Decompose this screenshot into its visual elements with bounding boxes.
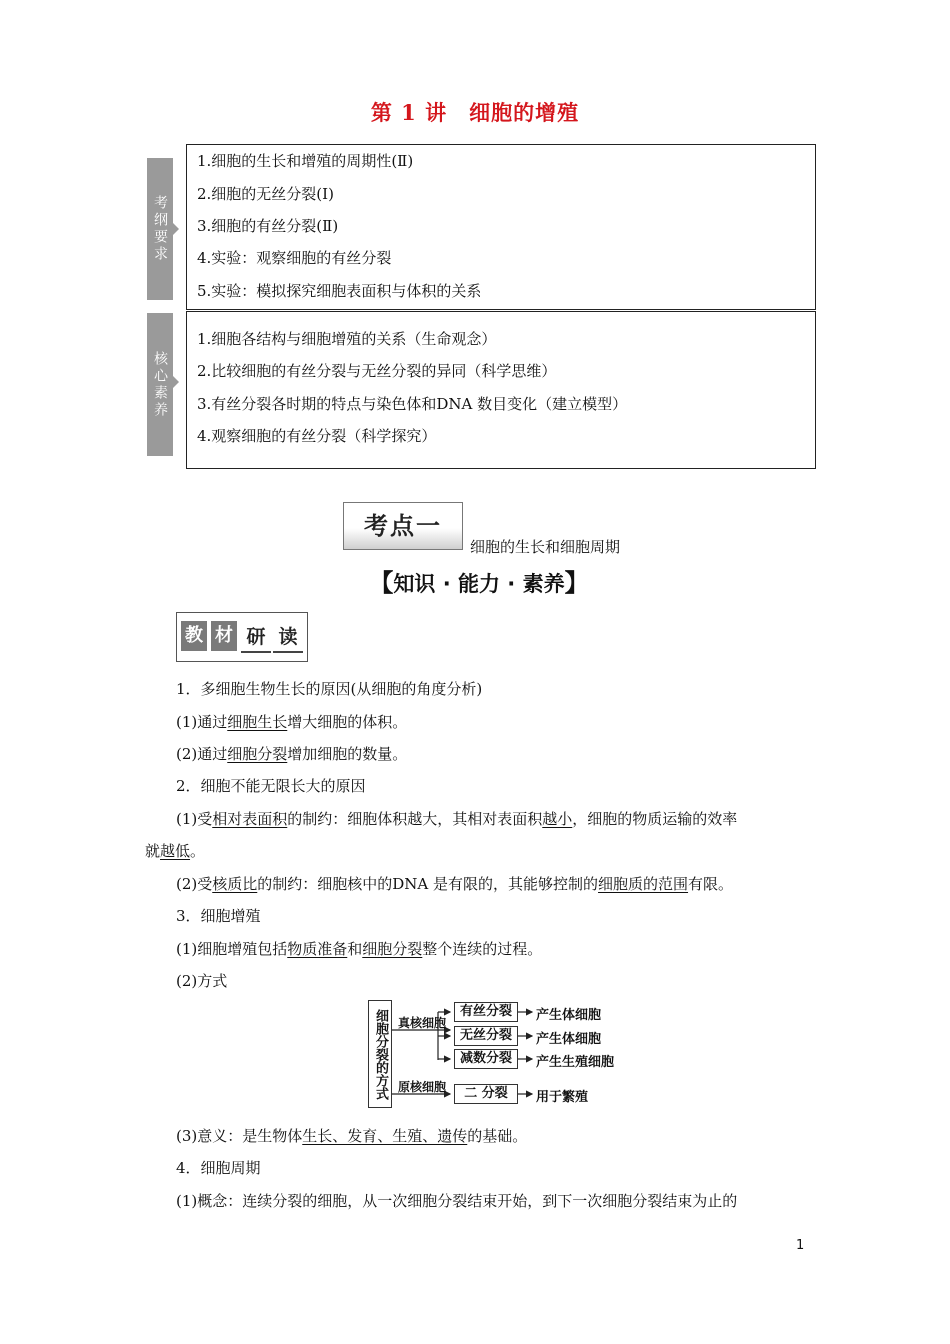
heading-4: 4．细胞周期 [176, 1159, 261, 1177]
paragraph: (2)受核质比的制约：细胞核中的DNA 是有限的，其能够控制的细胞质的范围有限。 [176, 875, 734, 893]
prokaryote-label: 原核细胞 [398, 1080, 447, 1094]
blank-answer: 细胞分裂 [362, 940, 423, 958]
tab-arrow-icon [173, 223, 179, 235]
requirement-item: 4.实验：观察细胞的有丝分裂 [197, 249, 392, 267]
blank-answer: 越小 [542, 810, 573, 828]
literacy-item: 3.有丝分裂各时期的特点与染色体和DNA 数目变化（建立模型） [197, 395, 628, 413]
result-label: 产生生殖细胞 [536, 1055, 615, 1070]
result-label: 产生体细胞 [536, 1032, 602, 1047]
page-number: 1 [796, 1238, 805, 1253]
paragraph: (2)方式 [176, 972, 228, 990]
blank-answer: 生长、发育、生殖、遗传 [302, 1127, 468, 1145]
banner-left-bracket: 【 [369, 569, 394, 597]
paragraph: (1)受相对表面积的制约：细胞体积越大，其相对表面积越小，细胞的物质运输的效率 [176, 810, 738, 828]
meiosis-box: 减数分裂 [454, 1049, 518, 1069]
mitosis-box: 有丝分裂 [454, 1002, 518, 1022]
jiaocai-char: 教 [181, 621, 207, 651]
jiaocai-char: 材 [211, 621, 237, 651]
requirement-item: 5.实验：模拟探究细胞表面积与体积的关系 [197, 282, 482, 300]
jiaocai-char: 研 [241, 623, 271, 653]
paragraph: (1)概念：连续分裂的细胞，从一次细胞分裂结束开始，到下一次细胞分裂结束为止的 [176, 1192, 738, 1210]
exam-requirements-box [186, 144, 816, 310]
paragraph: (1)细胞增殖包括物质准备和细胞分裂整个连续的过程。 [176, 940, 543, 958]
literacy-item: 4.观察细胞的有丝分裂（科学探究） [197, 427, 437, 445]
blank-answer: 核质比 [212, 875, 258, 893]
blank-answer: 越低 [160, 842, 191, 860]
heading-3: 3．细胞增殖 [176, 907, 261, 925]
jiaocai-char: 读 [273, 623, 303, 653]
page-title: 第 1 讲 细胞的增殖 [370, 100, 580, 125]
blank-answer: 细胞生长 [227, 713, 288, 731]
result-label: 用于繁殖 [536, 1090, 589, 1105]
banner-text: 知识 · 能力 · 素养 [393, 572, 565, 596]
paragraph: (1)通过细胞生长增大细胞的体积。 [176, 713, 408, 731]
result-label: 产生体细胞 [536, 1008, 602, 1023]
cell-division-diagram [368, 1000, 614, 1110]
section-banner [355, 566, 603, 600]
diagram-root: 细胞分裂的方式 [368, 1000, 392, 1108]
literacy-item: 2.比较细胞的有丝分裂与无丝分裂的异同（科学思维） [197, 362, 557, 380]
kaodian-label: 考点一 [343, 502, 463, 550]
kaodian-subtitle: 细胞的生长和细胞周期 [470, 538, 621, 556]
blank-answer: 细胞分裂 [227, 745, 288, 763]
requirement-item: 1.细胞的生长和增殖的周期性(Ⅱ) [197, 152, 414, 170]
requirement-item: 3.细胞的有丝分裂(Ⅱ) [197, 217, 339, 235]
paragraph: 就越低。 [145, 842, 206, 860]
blank-answer: 物质准备 [287, 940, 348, 958]
heading-2: 2．细胞不能无限长大的原因 [176, 777, 366, 795]
requirement-item: 2.细胞的无丝分裂(Ⅰ) [197, 185, 334, 203]
amitosis-box: 无丝分裂 [454, 1026, 518, 1046]
core-literacy-tab: 核心素养 [147, 313, 173, 456]
tab-arrow-icon [173, 376, 179, 388]
core-literacy-box [186, 311, 816, 469]
paragraph: (3)意义：是生物体生长、发育、生殖、遗传的基础。 [176, 1127, 528, 1145]
banner-right-bracket: 】 [564, 569, 589, 597]
paragraph: (2)通过细胞分裂增加细胞的数量。 [176, 745, 408, 763]
textbook-reading-header [176, 612, 308, 662]
exam-requirements-tab: 考纲要求 [147, 158, 173, 300]
eukaryote-label: 真核细胞 [398, 1016, 447, 1030]
binary-fission-box: 二 分裂 [454, 1084, 518, 1104]
blank-answer: 相对表面积 [212, 810, 288, 828]
heading-1: 1．多细胞生物生长的原因(从细胞的角度分析) [176, 680, 483, 698]
literacy-item: 1.细胞各结构与细胞增殖的关系（生命观念） [197, 330, 497, 348]
blank-answer: 细胞质的范围 [598, 875, 689, 893]
